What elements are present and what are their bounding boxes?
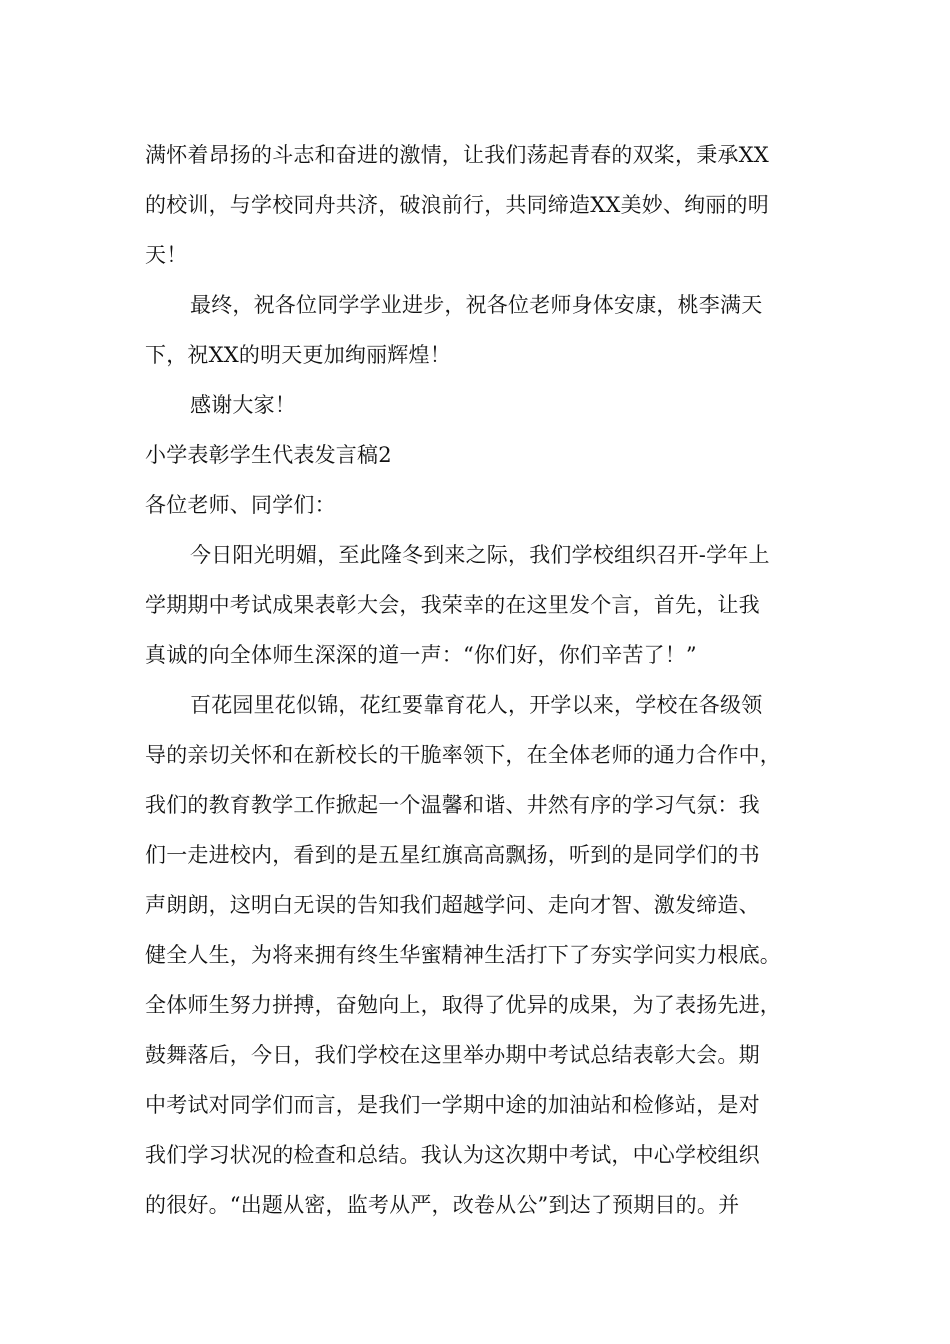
- text-line: 我们的教育教学工作掀起一个温馨和谐、井然有序的学习气氛：我: [145, 793, 760, 817]
- text-line: 我们学习状况的检查和总结。我认为这次期中考试，中心学校组织: [145, 1143, 760, 1167]
- text-line: 中考试对同学们而言，是我们一学期中途的加油站和检修站，是对: [145, 1093, 760, 1117]
- text-line: 的很好。“出题从密，监考从严，改卷从公”到达了预期目的。并: [145, 1193, 740, 1217]
- text-line: 们一走进校内，看到的是五星红旗高高飘扬，听到的是同学们的书: [145, 843, 760, 867]
- text-line: 真诚的向全体师生深深的道一声：“你们好，你们辛苦了！”: [145, 643, 697, 667]
- text-line: 最终，祝各位同学学业进步，祝各位老师身体安康，桃李满天: [190, 293, 763, 317]
- text-line: 健全人生，为将来拥有终生华蜜精神生活打下了夯实学问实力根底。: [145, 943, 781, 967]
- text-line: 鼓舞落后，今日，我们学校在这里举办期中考试总结表彰大会。期: [145, 1043, 760, 1067]
- text-line: 天！: [145, 243, 188, 267]
- section-heading: 小学表彰学生代表发言稿2: [145, 443, 392, 467]
- document-body: [145, 130, 825, 1230]
- salutation: 各位老师、同学们：: [145, 493, 336, 517]
- text-line: 满怀着昂扬的斗志和奋进的激情，让我们荡起青春的双桨，秉承XX: [145, 143, 769, 167]
- text-line: 今日阳光明媚，至此隆冬到来之际，我们学校组织召开-学年上: [190, 543, 770, 567]
- text-line: 导的亲切关怀和在新校长的干脆率领下，在全体老师的通力合作中，: [145, 743, 781, 767]
- text-line: 全体师生努力拼搏，奋勉向上，取得了优异的成果，为了表扬先进，: [145, 993, 781, 1017]
- text-line: 的校训，与学校同舟共济，破浪前行，共同缔造XX美妙、绚丽的明: [145, 193, 769, 217]
- text-line: 学期期中考试成果表彰大会，我荣幸的在这里发个言，首先，让我: [145, 593, 760, 617]
- text-line: 声朗朗，这明白无误的告知我们超越学问、走向才智、激发缔造、: [145, 893, 760, 917]
- text-line: 下，祝XX的明天更加绚丽辉煌！: [145, 343, 451, 367]
- text-line: 百花园里花似锦，花红要靠育花人，开学以来，学校在各级领: [190, 693, 763, 717]
- text-line: 感谢大家！: [190, 393, 296, 417]
